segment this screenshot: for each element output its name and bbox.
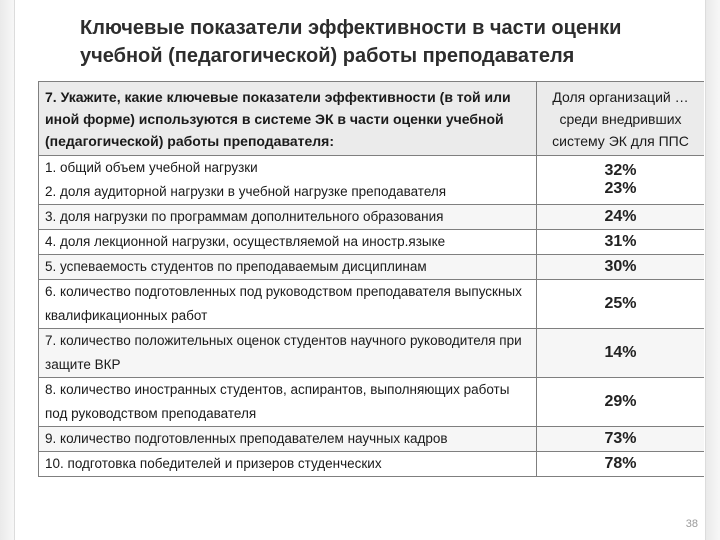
share-value: 30% bbox=[537, 255, 705, 280]
left-page-edge bbox=[0, 0, 15, 540]
right-page-edge bbox=[705, 0, 720, 540]
question-header: 7. Укажите, какие ключевые показатели эффективности (в той или иной форме) используются в системе ЭК в части оценки учебной (педагогической) работы преподавателя: bbox=[39, 82, 537, 156]
kpi-table bbox=[38, 81, 704, 477]
table-row bbox=[39, 427, 705, 452]
share-header: Доля организаций … среди внедривших систему ЭК для ППС bbox=[537, 82, 705, 156]
share-value: 31% bbox=[537, 230, 705, 255]
table-header-row bbox=[39, 82, 705, 156]
table-row bbox=[39, 255, 705, 280]
share-value: 29% bbox=[537, 378, 705, 427]
indicator-text: 4. доля лекционной нагрузки, осуществляемой на иностр.языке bbox=[39, 230, 537, 255]
share-value: 14% bbox=[537, 329, 705, 378]
table-row bbox=[39, 329, 705, 378]
share-value: 24% bbox=[537, 205, 705, 230]
indicator-text: 3. доля нагрузки по программам дополнительного образования bbox=[39, 205, 537, 230]
indicator-text: 10. подготовка победителей и призеров студенческих bbox=[39, 452, 537, 477]
share-value: 25% bbox=[537, 280, 705, 329]
table-row bbox=[39, 205, 705, 230]
table-frame bbox=[38, 81, 704, 540]
indicator-text: 6. количество подготовленных под руководством преподавателя выпускных квалификационных работ bbox=[39, 280, 537, 329]
share-value: 32% 23% bbox=[537, 156, 705, 205]
indicator-text: 8. количество иностранных студентов, аспирантов, выполняющих работы под руководством преподавателя bbox=[39, 378, 537, 427]
indicator-text: 7. количество положительных оценок студентов научного руководителя при защите ВКР bbox=[39, 329, 537, 378]
table-row bbox=[39, 156, 705, 205]
indicator-text: 9. количество подготовленных преподавателем научных кадров bbox=[39, 427, 537, 452]
share-value: 73% bbox=[537, 427, 705, 452]
table-row bbox=[39, 378, 705, 427]
table-row bbox=[39, 280, 705, 329]
table-row bbox=[39, 452, 705, 477]
table-row bbox=[39, 230, 705, 255]
indicator-text: 1. общий объем учебной нагрузки 2. доля аудиторной нагрузки в учебной нагрузке преподавателя bbox=[39, 156, 537, 205]
share-value: 78% bbox=[537, 452, 705, 477]
slide-title: Ключевые показатели эффективности в части оценки учебной (педагогической) работы преподавателя bbox=[80, 17, 622, 67]
indicator-text: 5. успеваемость студентов по преподаваемым дисциплинам bbox=[39, 255, 537, 280]
page-number: 38 bbox=[685, 518, 698, 530]
